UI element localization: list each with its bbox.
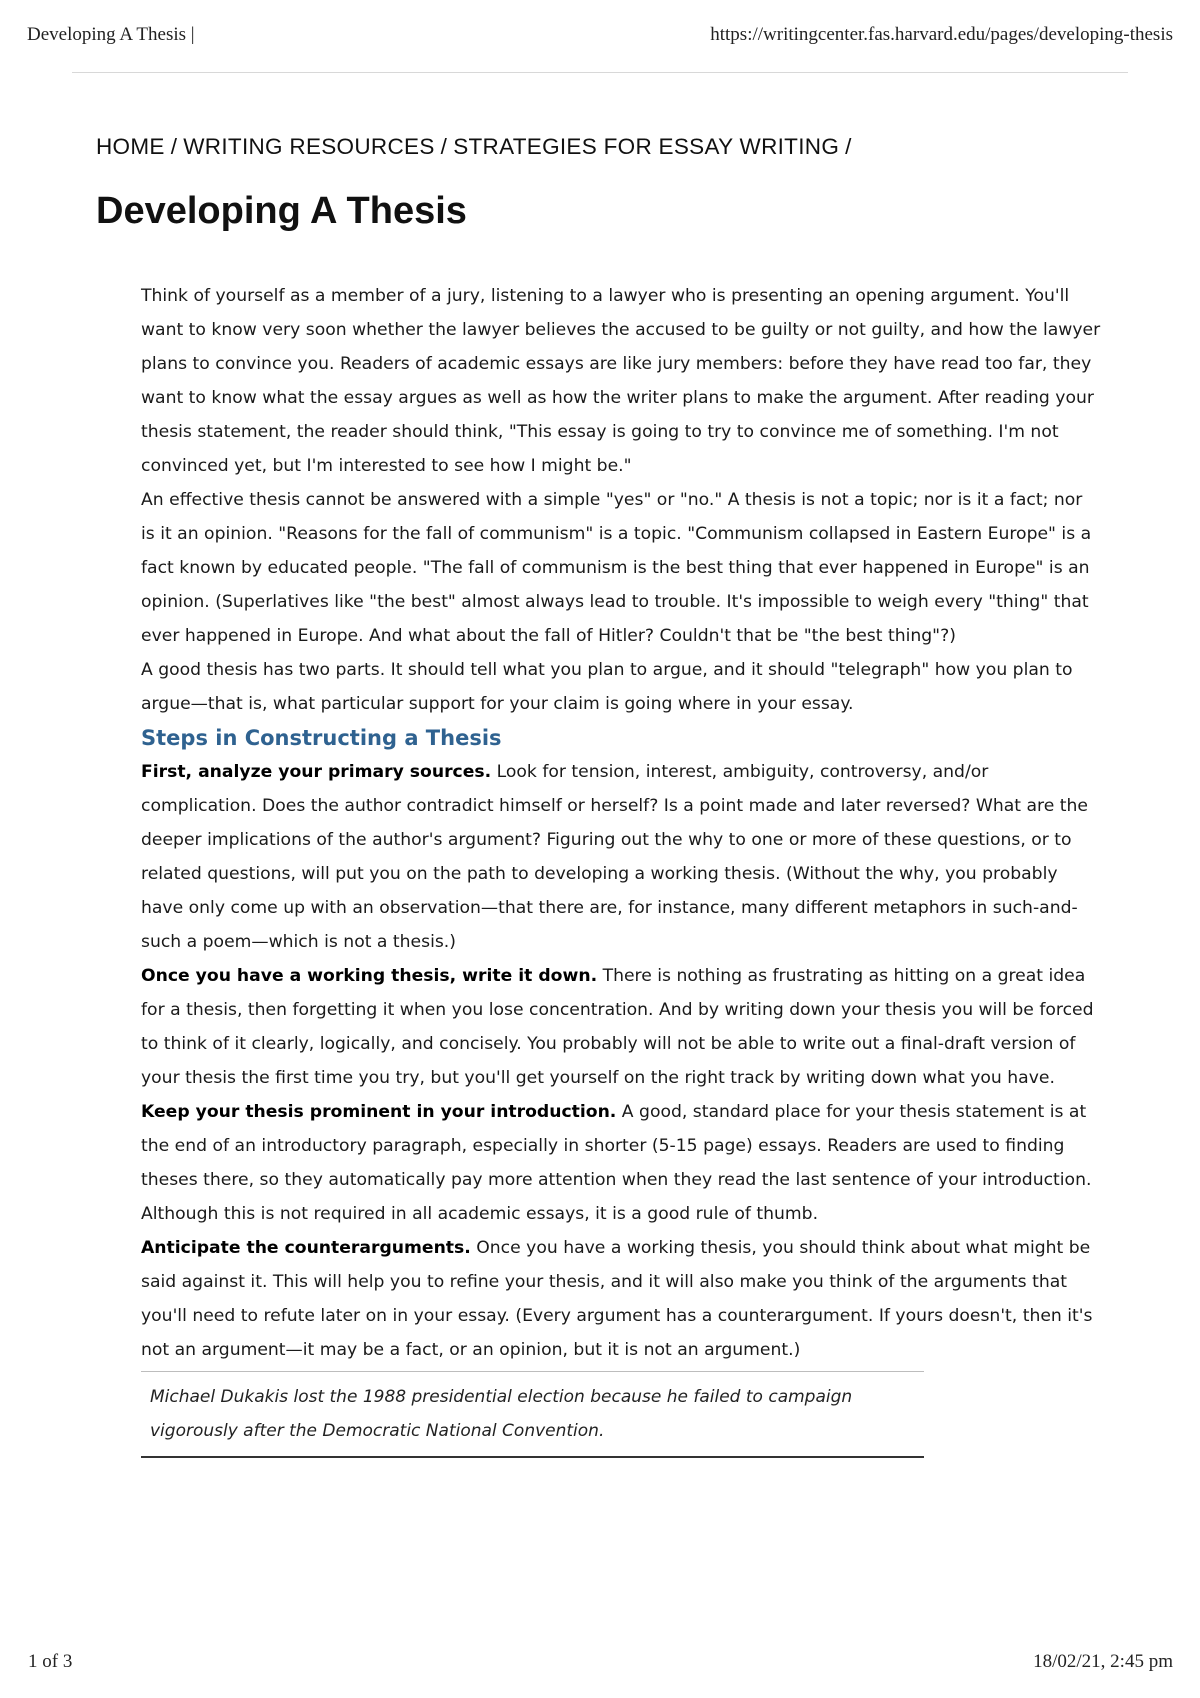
breadcrumb-home[interactable]: HOME (96, 134, 165, 159)
step-lead: Anticipate the counterarguments. (141, 1238, 471, 1258)
page-number: 1 of 3 (28, 1651, 73, 1672)
step-paragraph (141, 959, 1101, 1095)
article-body (141, 279, 1101, 1458)
breadcrumb-strategies[interactable]: STRATEGIES FOR ESSAY WRITING (453, 134, 840, 159)
breadcrumb-separator: / (170, 134, 178, 159)
step-lead: Once you have a working thesis, write it down. (141, 966, 598, 986)
breadcrumb-writing-resources[interactable]: WRITING RESOURCES (183, 134, 435, 159)
step-text: Look for tension, interest, ambiguity, controversy, and/or complication. Does the author contradict himself or herself? Is a point made and later reversed? What are the deeper implications of the author's argument? Figuring out the why to one or more of these questions, or to related questions, will put you on the path to developing a working thesis. (Without the why, you probably have only come up with an observation—that there are, for instance, many different metaphors in such-and-such a poem—which is not a thesis.) (141, 762, 1088, 952)
print-header-title: Developing A Thesis | (27, 24, 195, 45)
print-datetime: 18/02/21, 2:45 pm (1033, 1651, 1173, 1672)
top-divider (72, 72, 1128, 73)
step-lead: First, analyze your primary sources. (141, 762, 492, 782)
step-text: Once you have a working thesis, you should think about what might be said against it. This will help you to refine your thesis, and it will also make you think of the arguments that you'll need to refute later on in your essay. (Every argument has a counterargument. If yours doesn't, then it's not an argument—it may be a fact, or an opinion, but it is not an argument.) (141, 1238, 1093, 1360)
print-header-url[interactable]: https://writingcenter.fas.harvard.edu/pages/developing-thesis (710, 24, 1173, 45)
step-text: A good, standard place for your thesis statement is at the end of an introductory paragraph, especially in shorter (5-15 page) essays. Readers are used to finding theses there, so they automatically pay more attention when they read the last sentence of your introduction. Although this is not required in all academic essays, it is a good rule of thumb. (141, 1102, 1092, 1224)
breadcrumb (96, 134, 858, 160)
breadcrumb-separator: / (440, 134, 448, 159)
step-text: There is nothing as frustrating as hitting on a great idea for a thesis, then forgetting it when you lose concentration. And by writing down your thesis you will be forced to think of it clearly, logically, and concisely. You probably will not be able to write out a final-draft version of your thesis the first time you try, but you'll get yourself on the right track by writing down what you have. (141, 966, 1094, 1088)
breadcrumb-separator: / (845, 134, 852, 159)
print-header (27, 24, 1173, 54)
step-lead: Keep your thesis prominent in your introduction. (141, 1102, 617, 1122)
step-paragraph (141, 755, 1101, 959)
example-thesis-box: Michael Dukakis lost the 1988 presidential election because he failed to campaign vigorously after the Democratic National Convention. (141, 1371, 924, 1458)
steps-heading: Steps in Constructing a Thesis (141, 726, 502, 750)
step-paragraph (141, 1231, 1101, 1367)
step-paragraph (141, 1095, 1101, 1231)
thesis-definition-paragraph: An effective thesis cannot be answered with a simple "yes" or "no." A thesis is not a topic; nor is it a fact; nor is it an opinion. "Reasons for the fall of communism" is a topic. "Communism collapsed in Eastern Europe" is a fact known by educated people. "The fall of communism is the best thing that ever happened in Europe" is an opinion. (Superlatives like "the best" almost always lead to trouble. It's impossible to weigh every "thing" that ever happened in Europe. And what about the fall of Hitler? Couldn't that be "the best thing"?) (141, 490, 1092, 646)
thesis-parts-paragraph: A good thesis has two parts. It should tell what you plan to argue, and it should "telegraph" how you plan to argue—that is, what particular support for your claim is going where in your essay. (141, 660, 1073, 714)
intro-paragraph: Think of yourself as a member of a jury, listening to a lawyer who is presenting an opening argument. You'll want to know very soon whether the lawyer believes the accused to be guilty or not guilty, and how the lawyer plans to convince you. Readers of academic essays are like jury members: before they have read too far, they want to know what the essay argues as well as how the writer plans to make the argument. After reading your thesis statement, the reader should think, "This essay is going to try to convince me of something. I'm not convinced yet, but I'm interested to see how I might be." (141, 286, 1101, 476)
page-title: Developing A Thesis (96, 190, 467, 232)
